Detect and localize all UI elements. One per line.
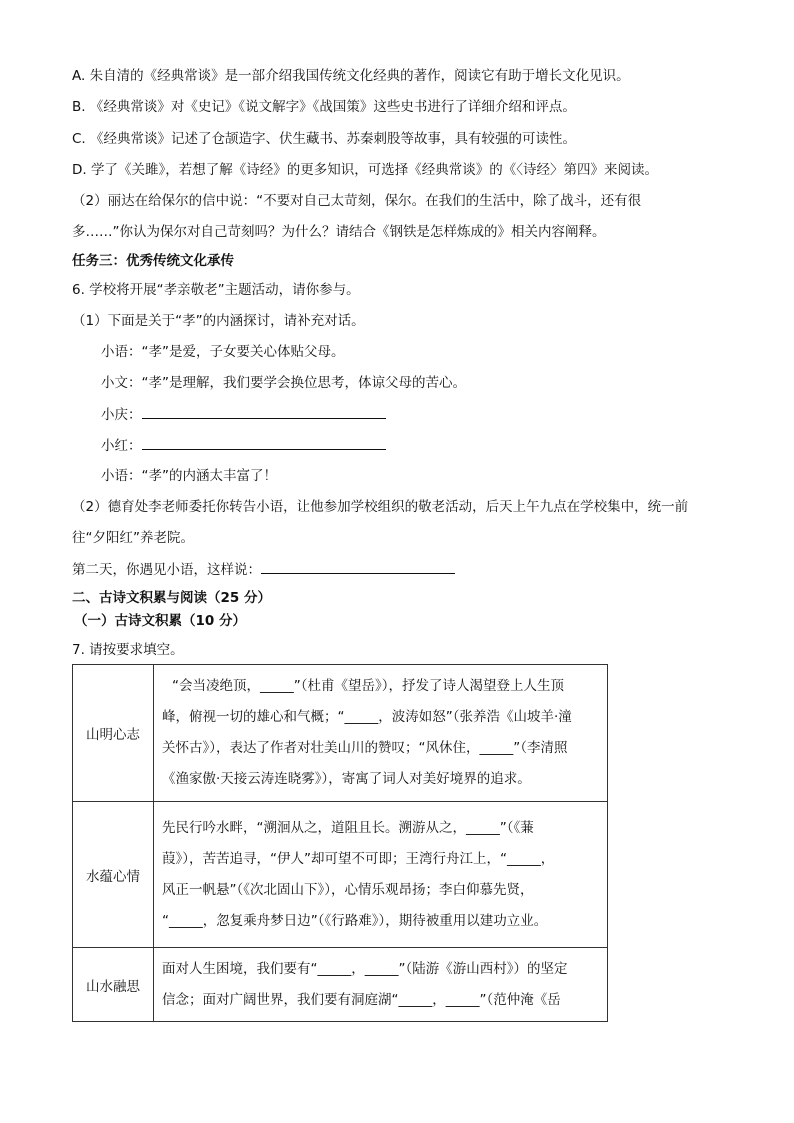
- table-row: [73, 802, 608, 948]
- row-category: 山水融思: [73, 948, 154, 1022]
- dialog-line-4: [101, 435, 386, 456]
- option-d: D. 学了《关雎》，若想了解《诗经》的更多知识，可选择《经典常谈》的《〈诗经〉第四》来阅读。: [72, 162, 658, 178]
- speaker-xiaohong: 小红：: [101, 438, 142, 454]
- content-line: 面对人生困境，我们要有“_____，_____”（陆游《游山西村》）的坚定: [162, 960, 568, 977]
- content-line: 风正一帆悬”（《次北固山下》），心情乐观昂扬；李白仰慕先贤，: [162, 881, 534, 898]
- content-line: 先民行吟水畔，“溯洄从之，道阻且长。溯游从之，_____”（《蒹: [162, 819, 534, 836]
- dialog-line-2: 小文：“孝”是理解，我们要学会换位思考，体谅父母的苦心。: [101, 375, 466, 391]
- section2-title: 二、古诗文积累与阅读（25 分）: [72, 590, 271, 606]
- q5-part2-line1: （2）丽达在给保尔的信中说：“不要对自己太苛刻，保尔。在我们的生活中，除了战斗，还有很: [72, 193, 642, 209]
- q6-part2-prompt: 第二天，你遇见小语，这样说：: [72, 562, 261, 578]
- row-category: 水蕴心情: [73, 802, 154, 948]
- answer-blank-q6-part2[interactable]: [261, 559, 455, 574]
- option-c: C. 《经典常谈》记述了仓颉造字、伏生藏书、苏秦刺股等故事，具有较强的可读性。: [72, 131, 577, 147]
- q6-part2-line2: 往“夕阳红”养老院。: [72, 530, 194, 546]
- row-content: [154, 665, 608, 802]
- poem-fill-table: [72, 664, 608, 1022]
- dialog-line-3: [101, 404, 386, 425]
- q7-intro: 7. 请按要求填空。: [72, 642, 184, 658]
- option-a: A. 朱自清的《经典常谈》是一部介绍我国传统文化经典的著作，阅读它有助于增长文化见识。: [72, 68, 630, 84]
- task3-title: 任务三：优秀传统文化承传: [72, 253, 234, 269]
- q6-part1: （1）下面是关于“孝”的内涵探讨，请补充对话。: [72, 313, 365, 329]
- content-line: 信念；面对广阔世界，我们要有洞庭湖“_____，_____”（范仲淹《岳: [162, 991, 561, 1008]
- content-line: “_____，忽复乘舟梦日边”（《行路难》），期待被重用以建功立业。: [162, 912, 548, 929]
- dialog-line-5: 小语：“孝”的内涵太丰富了！: [101, 468, 277, 484]
- speaker-xiaoqing: 小庆：: [101, 407, 142, 423]
- content-line: 葭》），苦苦追寻，“伊人”却可望不可即；王湾行舟江上，“_____，: [162, 850, 555, 867]
- answer-blank-xiaoqing[interactable]: [142, 404, 386, 419]
- row-category: 山明心志: [73, 665, 154, 802]
- q6-part2-line1: （2）德育处李老师委托你转告小语，让他参加学校组织的敬老活动，后天上午九点在学校集中，统一前: [72, 499, 689, 515]
- content-line: 峰，俯视一切的雄心和气概；“_____，波涛如怒”（张养浩《山坡羊·潼: [162, 709, 572, 725]
- q5-part2-line2: 多……”你认为保尔对自己苛刻吗？为什么？请结合《钢铁是怎样炼成的》相关内容阐释。: [72, 224, 606, 240]
- q6-part2-line3: [72, 559, 455, 580]
- content-line: 《渔家傲·天接云涛连晓雾》），寄寓了词人对美好境界的追求。: [162, 771, 531, 787]
- row-content: [154, 802, 608, 948]
- answer-blank-xiaohong[interactable]: [142, 435, 386, 450]
- q6-intro: 6. 学校将开展“孝亲敬老”主题活动，请你参与。: [72, 282, 360, 298]
- option-b: B. 《经典常谈》对《史记》《说文解字》《战国策》这些史书进行了详细介绍和评点。: [72, 99, 576, 115]
- content-line: 关怀古》），表达了作者对壮美山川的赞叹；“风休住，_____”（李清照: [162, 740, 568, 756]
- dialog-line-1: 小语：“孝”是爱，子女要关心体贴父母。: [101, 344, 345, 360]
- content-line: “会当凌绝顶，_____”（杜甫《望岳》），抒发了诗人渴望登上人生顶: [172, 678, 564, 694]
- subsection1-title: （一）古诗文积累（10 分）: [74, 613, 246, 629]
- row-content: [154, 948, 608, 1022]
- table-row: [73, 948, 608, 1022]
- table-row: [73, 665, 608, 802]
